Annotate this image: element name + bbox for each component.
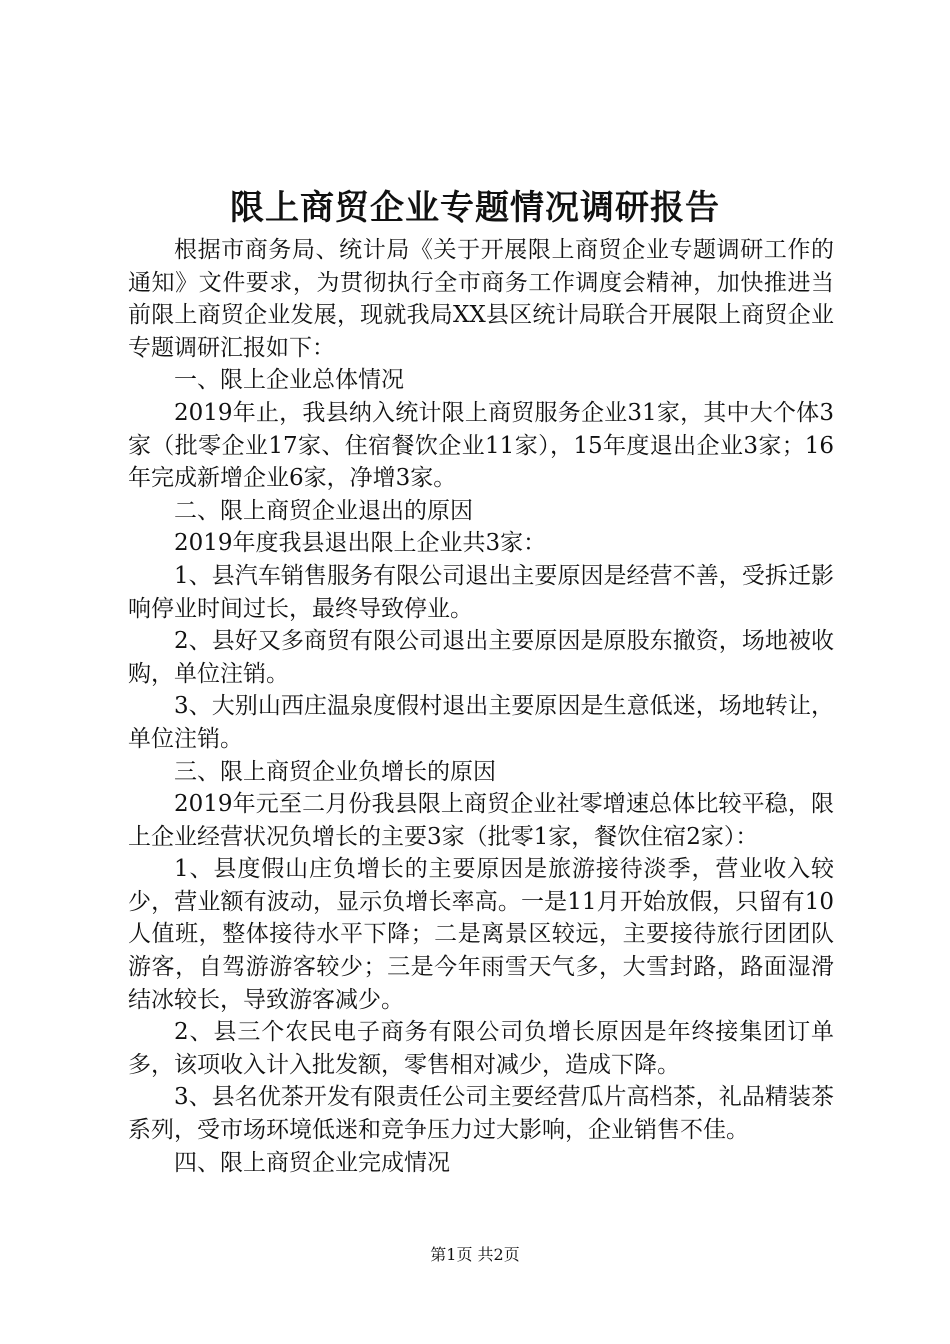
- section-heading-4: 四、限上商贸企业完成情况: [174, 1149, 450, 1176]
- section-heading-2: 二、限上商贸企业退出的原因: [174, 497, 473, 524]
- page-footer: 第1页 共2页: [430, 1245, 520, 1264]
- list-item: 1、县汽车销售服务有限公司退出主要原因是经营不善，受拆迁影响停业时间过长，最终导致停业。: [128, 562, 834, 622]
- list-item: 3、大别山西庄温泉度假村退出主要原因是生意低迷，场地转让，单位注销。: [128, 693, 834, 752]
- intro-paragraph: 根据市商务局、统计局《关于开展限上商贸企业专题调研工作的通知》文件要求，为贯彻执行全市商务工作调度会精神，加快推进当前限上商贸企业发展，现就我局XX县区统计局联合开展限上商贸企业专题调研汇报如下：: [128, 237, 834, 361]
- list-item: 2、县三个农民电子商务有限公司负增长原因是年终接集团订单多，该项收入计入批发额，零售相对减少，造成下降。: [128, 1019, 834, 1078]
- section-heading-3: 三、限上商贸企业负增长的原因: [174, 758, 496, 785]
- list-item: 1、县度假山庄负增长的主要原因是旅游接待淡季，营业收入较少，营业额有波动，显示负增长率高。一是11月开始放假，只留有10人值班，整体接待水平下降；二是离景区较远，主要接待旅行团团队游客，自驾游游客较少；三是今年雨雪天气多，大雪封路，路面湿滑结冰较长，导致游客减少。: [128, 856, 834, 1013]
- list-item: 2、县好又多商贸有限公司退出主要原因是原股东撤资，场地被收购，单位注销。: [128, 628, 834, 687]
- document-body: [128, 234, 834, 1179]
- document-title: 限上商贸企业专题情况调研报告: [230, 188, 720, 228]
- paragraph: 2019年度我县退出限上企业共3家：: [174, 530, 547, 557]
- paragraph: 2019年止，我县纳入统计限上商贸服务企业31家，其中大个体3家（批零企业17家、住宿餐饮企业11家），15年度退出企业3家；16年完成新增企业6家，净增3家。: [128, 399, 834, 492]
- section-heading-1: 一、限上企业总体情况: [174, 367, 404, 394]
- list-item: 3、县名优茶开发有限责任公司主要经营瓜片高档茶，礼品精装茶系列，受市场环境低迷和竞争压力过大影响，企业销售不佳。: [128, 1084, 834, 1144]
- paragraph: 2019年元至二月份我县限上商贸企业社零增速总体比较平稳，限上企业经营状况负增长的主要3家（批零1家，餐饮住宿2家）：: [128, 791, 834, 850]
